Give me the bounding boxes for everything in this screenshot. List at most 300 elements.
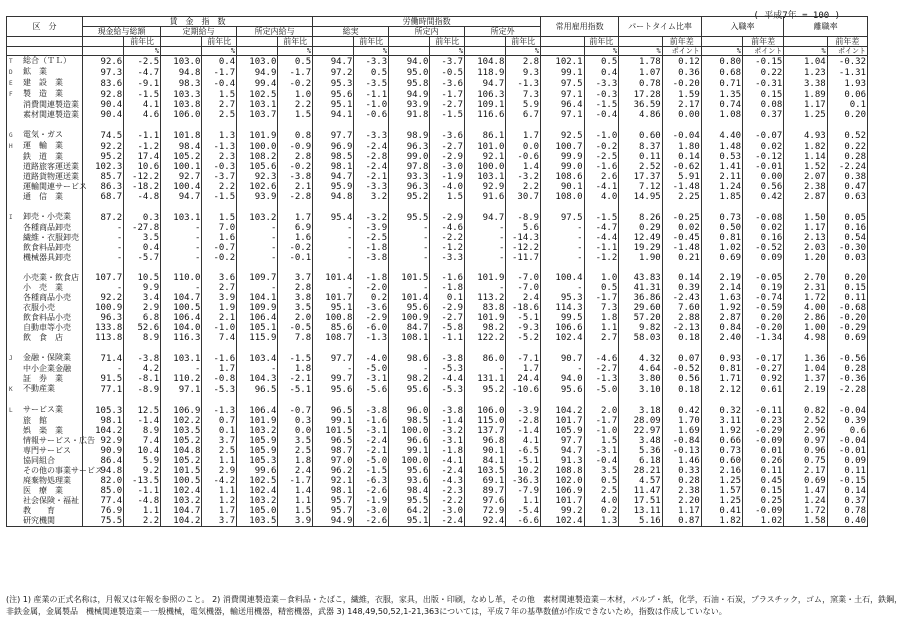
table-cell	[827, 202, 867, 212]
table-cell: 8.26	[619, 212, 662, 223]
table-cell: 0.42	[743, 192, 784, 202]
table-cell: 0.14	[827, 486, 867, 496]
table-cell: 98.5	[389, 416, 430, 426]
table-cell	[237, 263, 278, 273]
table-cell	[662, 263, 701, 273]
table-cell: 95.3	[313, 78, 354, 89]
table-cell: 109.1	[465, 100, 506, 110]
table-cell: 99.7	[313, 374, 354, 384]
table-cell	[743, 120, 784, 130]
row-name: 建 設 業	[23, 78, 63, 87]
table-cell	[124, 120, 161, 130]
table-row	[7, 212, 868, 223]
table-cell: 94.9	[237, 67, 278, 78]
table-cell: -1.2	[124, 141, 161, 152]
table-cell: 95.2	[465, 384, 506, 395]
table-cell: -3.1	[430, 436, 465, 446]
table-cell: -0.20	[662, 78, 701, 89]
table-cell: 0.14	[662, 152, 701, 162]
table-cell: -1.1	[124, 486, 161, 496]
table-cell: 92.1	[465, 152, 506, 162]
header-index-col	[161, 37, 202, 47]
table-cell: 1.52	[784, 162, 827, 172]
table-cell: 90.4	[82, 100, 123, 110]
table-cell: 12.49	[619, 233, 662, 243]
row-industry	[7, 192, 83, 202]
table-cell: 4.40	[701, 130, 742, 141]
row-industry	[7, 364, 83, 374]
header-yoy: 前年比	[506, 37, 541, 47]
table-cell: 94.7	[313, 172, 354, 182]
header-accession-rate: 入職率	[701, 17, 784, 37]
table-cell: 2.7	[202, 100, 237, 110]
table-cell: -3.8	[354, 405, 389, 416]
table-cell: 1.08	[701, 110, 742, 120]
table-cell: 0.18	[662, 333, 701, 343]
table-cell: 2.8	[278, 283, 313, 293]
table-cell: -0.56	[827, 353, 867, 364]
unit-blank	[465, 47, 506, 56]
row-industry	[7, 293, 83, 303]
table-cell: 95.6	[541, 384, 584, 395]
table-cell: 0.52	[827, 130, 867, 141]
table-cell: 101.5	[313, 426, 354, 436]
table-cell: 137.7	[465, 426, 506, 436]
row-code: D	[9, 69, 13, 76]
header-index-col	[465, 37, 506, 47]
table-cell: 113.2	[465, 293, 506, 303]
table-cell: 0.78	[827, 506, 867, 516]
row-industry	[7, 333, 83, 343]
table-cell: 95.3	[541, 293, 584, 303]
header-blank	[7, 37, 83, 47]
table-cell	[465, 263, 506, 273]
table-row	[7, 333, 868, 343]
table-cell: -2.5	[584, 152, 619, 162]
table-cell: 101.0	[465, 141, 506, 152]
header-separation-rate: 離職率	[784, 17, 868, 37]
table-cell: 100.5	[161, 303, 202, 313]
table-cell: -2.5	[354, 233, 389, 243]
header-total-hours: 総実	[313, 27, 389, 37]
table-cell: 2.12	[701, 384, 742, 395]
table-cell: 3.7	[202, 516, 237, 527]
table-cell	[827, 395, 867, 405]
table-cell: -3.6	[430, 130, 465, 141]
table-cell: 4.32	[619, 353, 662, 364]
table-cell	[354, 263, 389, 273]
table-cell: 0.26	[743, 456, 784, 466]
table-cell: -0.27	[743, 364, 784, 374]
table-cell	[784, 120, 827, 130]
table-cell: 2.20	[662, 496, 701, 506]
table-cell: -2.7	[430, 100, 465, 110]
table-cell	[389, 120, 430, 130]
unit-blank	[237, 47, 278, 56]
row-industry	[7, 243, 83, 253]
table-cell: -1.3	[584, 374, 619, 384]
table-cell: 97.6	[465, 496, 506, 506]
table-cell	[313, 263, 354, 273]
table-cell: 92.5	[541, 130, 584, 141]
row-industry	[7, 395, 83, 405]
table-cell: 4.0	[584, 192, 619, 202]
table-cell: 106.4	[237, 313, 278, 323]
table-cell: 101.8	[161, 130, 202, 141]
table-cell: 71.4	[82, 353, 123, 364]
table-cell: 98.4	[389, 486, 430, 496]
table-cell: -1.5	[202, 192, 237, 202]
table-cell	[202, 263, 237, 273]
table-cell: 0.53	[701, 152, 742, 162]
table-cell: 1.78	[619, 56, 662, 68]
table-cell: 1.14	[784, 152, 827, 162]
table-cell: 76.9	[82, 506, 123, 516]
table-spacer-row	[7, 343, 868, 353]
table-cell	[827, 263, 867, 273]
row-industry	[7, 506, 83, 516]
table-row	[7, 273, 868, 283]
table-cell: 99.1	[389, 446, 430, 456]
row-code: K	[9, 386, 13, 393]
row-code: T	[9, 58, 13, 65]
table-cell: -1.7	[278, 476, 313, 486]
table-row	[7, 416, 868, 426]
table-cell: 6.18	[619, 456, 662, 466]
table-cell: 52.6	[124, 323, 161, 333]
table-cell: 0.39	[827, 416, 867, 426]
table-cell: 1.8	[278, 364, 313, 374]
table-cell: 0.73	[701, 446, 742, 456]
table-cell: 98.3	[161, 78, 202, 89]
table-cell: 95.7	[313, 496, 354, 506]
table-cell: -3.9	[354, 223, 389, 233]
table-cell: 1.02	[743, 516, 784, 527]
table-cell: 0.16	[827, 223, 867, 233]
table-cell: 29.60	[619, 303, 662, 313]
row-industry	[7, 172, 83, 182]
table-cell: 104.1	[237, 293, 278, 303]
table-cell: 87.2	[82, 212, 123, 223]
table-cell: 0.05	[827, 212, 867, 223]
table-cell: 106.0	[161, 110, 202, 120]
table-cell: 1.46	[662, 456, 701, 466]
table-cell: -4.0	[354, 353, 389, 364]
table-cell: 113.8	[82, 333, 123, 343]
table-cell: 2.7	[202, 283, 237, 293]
table-cell: 98.1	[313, 162, 354, 172]
table-cell: -3.0	[354, 506, 389, 516]
table-cell: 1.9	[202, 303, 237, 313]
table-cell: 114.3	[541, 303, 584, 313]
table-cell: 2.70	[784, 273, 827, 283]
table-cell: 9.2	[124, 466, 161, 476]
table-cell: 106.9	[541, 486, 584, 496]
footnote-line: (注) 1) 産業の正式名称は，月報又は年報を参照のこと。 2) 消費関連製造業－食料品・たばこ，繊維，衣服，家具，出版・印刷，なめし革，その他 素材関連製造業－木材，パルプ・紙，化学，石油・石炭，プラスチック，ゴム，窯業・土石，鉄鋼，	[6, 595, 902, 604]
table-cell: 2.87	[784, 192, 827, 202]
table-cell: 8.37	[619, 141, 662, 152]
table-cell: 133.8	[82, 323, 123, 333]
table-cell: 1.20	[784, 253, 827, 263]
table-cell: -2.4	[354, 141, 389, 152]
table-cell: 5.9	[506, 100, 541, 110]
table-cell: 103.3	[161, 89, 202, 100]
table-cell: -3.1	[354, 426, 389, 436]
table-cell	[237, 395, 278, 405]
table-cell: 0.5	[584, 283, 619, 293]
table-cell: 95.1	[389, 516, 430, 527]
table-cell	[784, 202, 827, 212]
table-cell: -0.52	[662, 364, 701, 374]
table-cell: 1.07	[619, 67, 662, 78]
table-cell: 0.45	[743, 476, 784, 486]
table-cell: 0.54	[827, 233, 867, 243]
table-cell: 17.37	[619, 172, 662, 182]
row-industry	[7, 466, 103, 476]
table-cell	[701, 120, 742, 130]
table-cell: 0.28	[827, 152, 867, 162]
table-cell: 0.11	[827, 466, 867, 476]
table-cell	[202, 120, 237, 130]
table-cell: 0.0	[506, 141, 541, 152]
header-scheduled-hours: 所定内	[389, 27, 465, 37]
table-cell: 0.56	[662, 374, 701, 384]
table-cell: 30.7	[506, 192, 541, 202]
row-name: 卸売・小売業	[23, 212, 71, 221]
row-industry	[7, 162, 83, 172]
table-cell: 0.68	[701, 67, 742, 78]
table-cell	[389, 343, 430, 353]
table-cell: 1.89	[784, 89, 827, 100]
table-cell: 0.36	[662, 67, 701, 78]
table-cell	[584, 395, 619, 405]
table-cell: 94.8	[82, 466, 123, 476]
row-name: 素材関連製造業	[23, 110, 79, 119]
table-row	[7, 364, 868, 374]
row-industry	[7, 283, 83, 293]
table-cell: -0.74	[743, 293, 784, 303]
table-cell	[743, 343, 784, 353]
table-cell: 95.2	[82, 152, 123, 162]
table-cell: -0.8	[202, 374, 237, 384]
table-cell: 0.80	[701, 56, 742, 68]
table-cell: 99.4	[237, 78, 278, 89]
table-cell: 105.0	[237, 506, 278, 516]
table-cell: 1.4	[278, 486, 313, 496]
table-cell: 9.3	[506, 67, 541, 78]
table-cell	[506, 343, 541, 353]
table-cell: 97.5	[541, 212, 584, 223]
table-cell: 1.59	[662, 89, 701, 100]
table-cell: 94.9	[389, 89, 430, 100]
table-cell: -1.6	[354, 416, 389, 426]
table-cell: -0.20	[827, 313, 867, 323]
table-cell: 36.59	[619, 100, 662, 110]
table-cell: 1.5	[202, 89, 237, 100]
table-cell: -1.34	[743, 333, 784, 343]
table-cell: 0.09	[743, 253, 784, 263]
table-cell: 96.3	[82, 313, 123, 323]
unit-pct: %	[506, 47, 541, 56]
table-cell: 105.3	[82, 405, 123, 416]
table-cell: 108.1	[389, 333, 430, 343]
table-cell: 98.4	[161, 141, 202, 152]
table-cell: -0.01	[827, 446, 867, 456]
table-cell: 24.4	[506, 374, 541, 384]
row-name: 研究機関	[23, 516, 55, 525]
table-cell: -3.3	[430, 253, 465, 263]
table-cell: -1.8	[430, 283, 465, 293]
table-cell: 90.1	[541, 182, 584, 192]
table-cell: 98.2	[389, 374, 430, 384]
table-cell: 0.16	[743, 233, 784, 243]
table-cell: 2.19	[701, 273, 742, 283]
row-name: 金融・保険業	[23, 353, 71, 362]
table-cell: 0.02	[662, 223, 701, 233]
table-cell: 105.6	[237, 162, 278, 172]
table-cell: 0.41	[701, 506, 742, 516]
table-cell: 101.4	[389, 293, 430, 303]
table-cell: 100.4	[161, 182, 202, 192]
table-cell: -3.6	[354, 303, 389, 313]
table-cell: 116.6	[465, 110, 506, 120]
table-cell	[237, 120, 278, 130]
table-cell	[701, 395, 742, 405]
table-cell: -0.15	[743, 56, 784, 68]
table-cell: 94.8	[313, 192, 354, 202]
table-cell: -4.6	[430, 223, 465, 233]
row-name: 飲食料品卸売	[23, 243, 71, 252]
table-cell: 96.5	[313, 405, 354, 416]
header-yoy: 前年比	[354, 37, 389, 47]
unit-pct: %	[124, 47, 161, 56]
table-cell: -5.3	[430, 384, 465, 395]
table-cell: 0.84	[701, 323, 742, 333]
row-industry	[7, 516, 83, 527]
table-cell: 98.6	[389, 353, 430, 364]
table-cell: 92.9	[465, 182, 506, 192]
table-cell: -0.04	[662, 130, 701, 141]
table-cell: 5.6	[506, 223, 541, 233]
table-cell	[161, 395, 202, 405]
table-cell: 1.72	[784, 293, 827, 303]
table-cell: -2.9	[430, 303, 465, 313]
row-industry	[7, 303, 83, 313]
unit-blank	[82, 47, 123, 56]
table-cell: 97.1	[541, 110, 584, 120]
table-cell: -1.3	[202, 141, 237, 152]
table-cell: 105.2	[161, 436, 202, 446]
table-cell: -0.7	[202, 243, 237, 253]
table-cell: -	[161, 364, 202, 374]
table-row	[7, 374, 868, 384]
table-cell: 0.07	[662, 353, 701, 364]
table-cell: 101.9	[465, 313, 506, 323]
table-cell: 72.9	[465, 506, 506, 516]
table-cell	[430, 395, 465, 405]
table-cell: -5.1	[506, 313, 541, 323]
table-cell: 3.2	[354, 192, 389, 202]
table-cell: 0.37	[743, 110, 784, 120]
table-cell: 2.52	[619, 162, 662, 172]
table-cell: 1.2	[202, 496, 237, 506]
table-cell: 2.9	[124, 303, 161, 313]
table-cell: 104.8	[465, 56, 506, 68]
row-industry	[7, 263, 83, 273]
table-cell: 17.4	[124, 152, 161, 162]
table-cell: 100.4	[541, 273, 584, 283]
table-cell	[541, 120, 584, 130]
table-cell: -3.1	[354, 374, 389, 384]
table-cell: 99.9	[541, 152, 584, 162]
table-cell: -0.30	[827, 243, 867, 253]
table-cell	[743, 202, 784, 212]
table-cell: 107.7	[82, 273, 123, 283]
table-cell: 96.0	[389, 405, 430, 416]
table-cell: 2.17	[784, 466, 827, 476]
table-cell	[430, 202, 465, 212]
table-cell: 103.1	[237, 100, 278, 110]
table-cell: 1.00	[784, 323, 827, 333]
table-cell: -	[237, 243, 278, 253]
row-name: 繊維・衣服卸売	[23, 233, 79, 242]
table-cell: -1.3	[202, 405, 237, 416]
table-cell	[313, 120, 354, 130]
table-cell: 1.0	[584, 273, 619, 283]
row-industry	[7, 416, 83, 426]
table-cell: 2.8	[506, 56, 541, 68]
table-cell: 2.4	[506, 293, 541, 303]
table-cell: -0.4	[584, 110, 619, 120]
row-name: 旅 館	[23, 416, 47, 425]
table-cell	[506, 202, 541, 212]
table-cell: -	[313, 283, 354, 293]
table-cell: 0.61	[743, 384, 784, 395]
table-cell	[82, 395, 123, 405]
table-cell: -3.0	[430, 162, 465, 172]
table-cell: -3.1	[584, 446, 619, 456]
table-cell: -3.0	[430, 506, 465, 516]
table-cell: -0.52	[743, 243, 784, 253]
table-cell: 104.8	[161, 446, 202, 456]
table-cell: -2.6	[354, 486, 389, 496]
table-cell: 92.2	[82, 141, 123, 152]
table-cell: 0.97	[784, 436, 827, 446]
table-cell: 1.8	[278, 456, 313, 466]
table-cell: 0.5	[278, 56, 313, 68]
table-cell: -2.2	[430, 496, 465, 506]
table-cell: -0.04	[827, 405, 867, 416]
table-cell: 0.38	[827, 172, 867, 182]
row-code: E	[9, 80, 13, 87]
table-cell: -	[389, 283, 430, 293]
table-cell: -	[82, 283, 123, 293]
table-cell: 1.3	[202, 130, 237, 141]
table-cell: -2.1	[278, 374, 313, 384]
footnote	[6, 594, 902, 618]
table-cell: 95.6	[313, 384, 354, 395]
table-cell: 109.7	[237, 273, 278, 283]
table-cell: 8.9	[124, 426, 161, 436]
table-cell: 102.4	[541, 333, 584, 343]
row-industry	[7, 152, 83, 162]
row-name: 衣服小売	[23, 303, 55, 312]
row-name: 機械器具卸売	[23, 253, 71, 262]
table-cell: 2.07	[784, 172, 827, 182]
table-cell: 3.9	[278, 516, 313, 527]
table-cell: -3.2	[506, 172, 541, 182]
table-cell: 0.22	[743, 67, 784, 78]
